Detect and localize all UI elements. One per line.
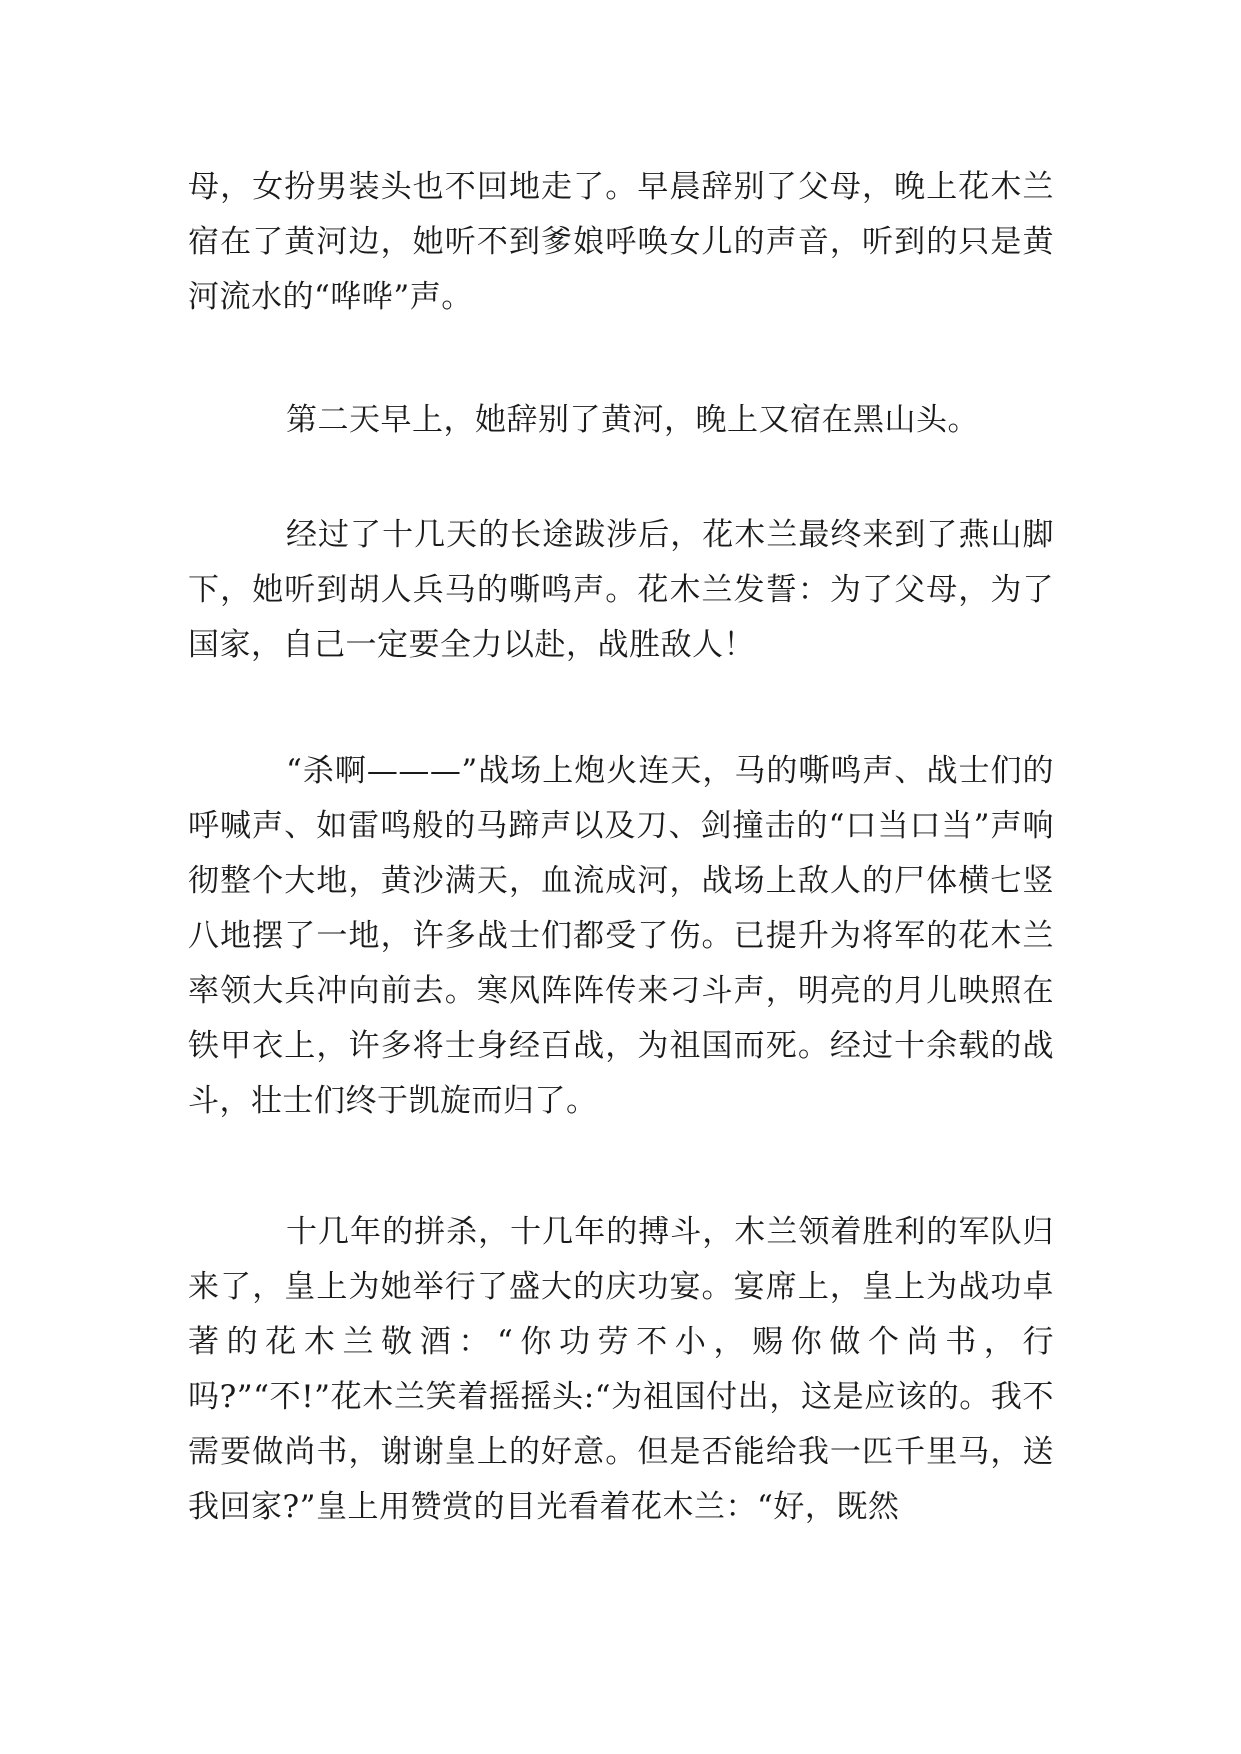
paragraph-celebration: 十几年的拼杀，十几年的搏斗，木兰领着胜利的军队归来了，皇上为她举行了盛大的庆功宴。宴席上，皇上为战功卓著的花木兰敬酒：“你功劳不小，赐你做个尚书，行吗?”“不!”花木兰笑着摇摇头:“为祖国付出，这是应该的。我不需要做尚书，谢谢皇上的好意。但是否能给我一匹千里马，送我回家?”皇上用赞赏的目光看着花木兰：“好，既然 (188, 1214, 1054, 1525)
paragraph-yanshan: 经过了十几天的长途跋涉后，花木兰最终来到了燕山脚下，她听到胡人兵马的嘶鸣声。花木兰发誓：为了父母，为了国家，自己一定要全力以赴，战胜敌人！ (188, 517, 1054, 663)
paragraph-battle: “杀啊———”战场上炮火连天，马的嘶鸣声、战士们的呼喊声、如雷鸣般的马蹄声以及刀、剑撞击的“口当口当”声响彻整个大地，黄沙满天，血流成河，战场上敌人的尸体横七竖八地摆了一地，许多战士们都受了伤。已提升为将军的花木兰率领大兵冲向前去。寒风阵阵传来刁斗声，明亮的月儿映照在铁甲衣上，许多将士身经百战，为祖国而死。经过十余载的战斗，壮士们终于凯旋而归了。 (188, 753, 1054, 1119)
paragraph-second-day: 第二天早上，她辞别了黄河，晚上又宿在黑山头。 (286, 402, 979, 438)
paragraph-continuation: 母，女扮男装头也不回地走了。早晨辞别了父母，晚上花木兰宿在了黄河边，她听不到爹娘呼唤女儿的声音，听到的只是黄河流水的“哗哗”声。 (188, 169, 1054, 315)
